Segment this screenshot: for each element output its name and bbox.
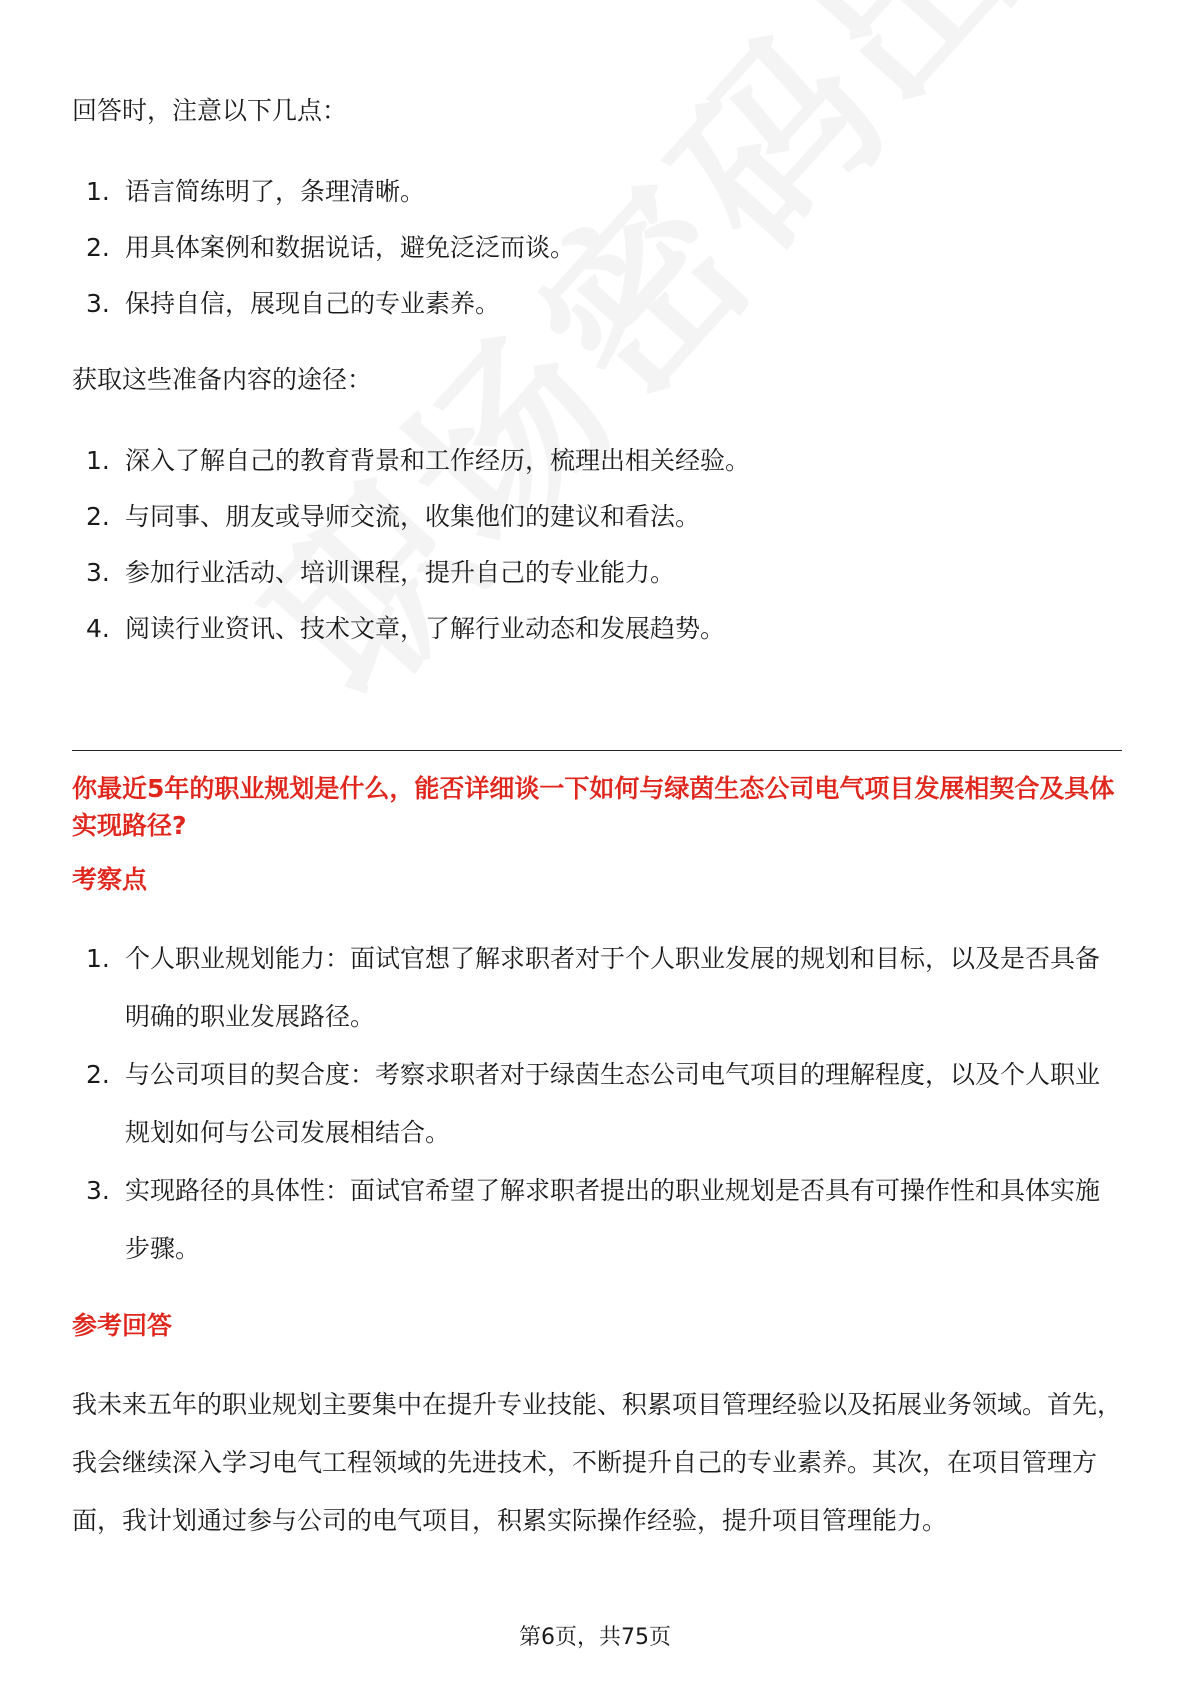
document-page bbox=[72, 0, 1122, 1684]
reference-heading: 参考回答 bbox=[72, 1311, 173, 1340]
list-item: 2. 与同事、朋友或导师交流，收集他们的建议和看法。 bbox=[86, 502, 701, 531]
list-item: 2. 与公司项目的契合度：考察求职者对于绿茵生态公司电气项目的理解程度，以及个人职业规划如何与公司发展相结合。 bbox=[86, 1060, 1101, 1147]
section1-list bbox=[72, 177, 575, 345]
section-divider bbox=[72, 750, 1122, 751]
list-item: 1. 深入了解自己的教育背景和工作经历，梳理出相关经验。 bbox=[86, 446, 751, 475]
examination-list bbox=[72, 930, 1122, 1278]
list-item: 1. 语言简练明了，条理清晰。 bbox=[86, 177, 426, 206]
reference-answer: 我未来五年的职业规划主要集中在提升专业技能、积累项目管理经验以及拓展业务领域。首先，我会继续深入学习电气工程领域的先进技术，不断提升自己的专业素养。其次，在项目管理方面，我计划通过参与公司的电气项目，积累实际操作经验，提升项目管理能力。 bbox=[72, 1390, 1123, 1535]
list-item: 3. 保持自信，展现自己的专业素养。 bbox=[86, 289, 501, 318]
list-item: 2. 用具体案例和数据说话，避免泛泛而谈。 bbox=[86, 233, 576, 262]
section2-list bbox=[72, 446, 750, 670]
section1-intro: 回答时，注意以下几点： bbox=[72, 96, 348, 125]
section2-intro: 获取这些准备内容的途径： bbox=[72, 365, 373, 394]
list-item: 1. 个人职业规划能力：面试官想了解求职者对于个人职业发展的规划和目标，以及是否具备明确的职业发展路径。 bbox=[86, 944, 1101, 1031]
list-item: 3. 参加行业活动、培训课程，提升自己的专业能力。 bbox=[86, 558, 676, 587]
examination-heading: 考察点 bbox=[72, 865, 148, 894]
list-item: 3. 实现路径的具体性：面试官希望了解求职者提出的职业规划是否具有可操作性和具体实施步骤。 bbox=[86, 1176, 1101, 1263]
question-title: 你最近5年的职业规划是什么，能否详细谈一下如何与绿茵生态公司电气项目发展相契合及具体实现路径? bbox=[72, 774, 1115, 840]
page-number: 第6页，共75页 bbox=[519, 1625, 671, 1650]
list-item: 4. 阅读行业资讯、技术文章，了解行业动态和发展趋势。 bbox=[86, 614, 726, 643]
